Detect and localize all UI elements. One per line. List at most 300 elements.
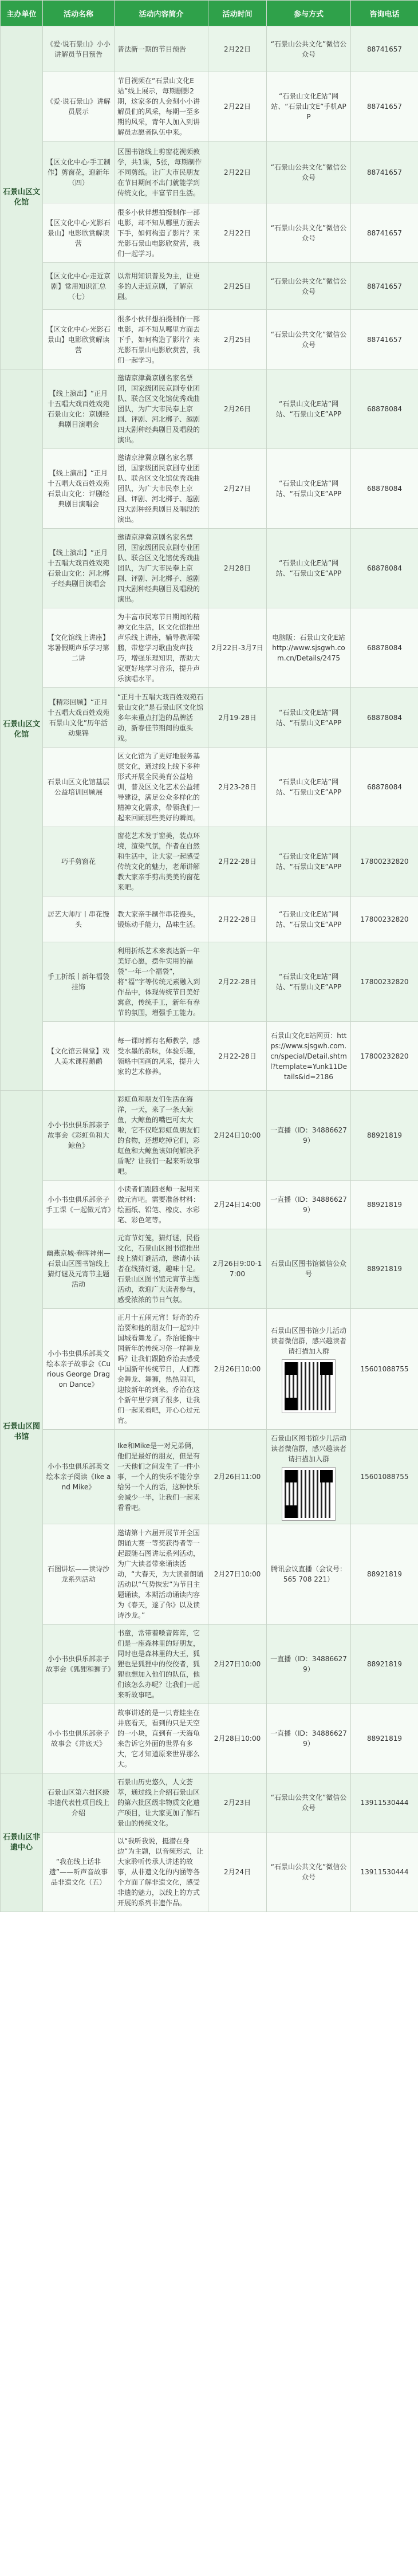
- activity-description-text: 教大家亲手制作串花馒头，锻炼动手能力，品味生活。: [117, 910, 200, 929]
- activity-name-text: 【文化馆线上讲座】寒暑假期声乐学习第二讲: [47, 634, 109, 662]
- activity-name-cell: [43, 608, 115, 688]
- activity-description-text: 故事讲述的是一只青蛙坐在井底看天，看到的只是天空的一小块，直到有一天海龟来告诉它外面的世界有多大，它才知道原来世界那么大。: [117, 1709, 200, 1768]
- activity-description-cell: [115, 72, 208, 141]
- contact-phone-text: 17800232820: [360, 915, 409, 923]
- contact-phone-text: 88921819: [366, 1131, 403, 1139]
- participation-method-cell: [267, 529, 351, 608]
- contact-phone-cell: [351, 608, 418, 688]
- activity-description-text: Ike和Mike是一对兄弟俩，他们是最好的朋友，但是有一天他们之间发生了一件小事，一个人的快乐不能分享给另一个人的话，这种快乐会减少一半，让我们一起来看看吧。: [117, 1442, 200, 1512]
- activity-name-cell: [43, 748, 115, 827]
- activity-description-cell: [115, 449, 208, 529]
- activity-description-cell: [115, 310, 208, 369]
- activity-description-text: 区图书馆线上剪窗花视频教学，共1课，5张，每期制作不同剪纸。让广大市民朋友在节日期间不出门就能学到传统文化，丰富节日生活。: [117, 147, 202, 197]
- participation-method-cell: [267, 203, 351, 263]
- activity-description-cell: [115, 1181, 208, 1229]
- activity-time-text: 2月24日10:00: [214, 1131, 261, 1139]
- activity-name-cell: [43, 1832, 115, 1912]
- activity-time-text: 2月26日10:00: [214, 1365, 261, 1373]
- activity-name-cell: [43, 26, 115, 72]
- activity-time-text: 2月24日: [224, 1868, 251, 1876]
- activity-description-text: 邀请第十六届开展节开全国朗诵大赛一等奖获得者等一起跟随石图讲坛系列活动，为广大读者带来诵读活动，“大春天，为大读者朗诵活动以“气势恢宏”为节目主题诵读，本期活动诵读内容为《春天，遂了你》以及读诗沙龙。”: [117, 1529, 204, 1619]
- contact-phone-text: 68878084: [366, 485, 403, 493]
- table-row: [1, 1181, 418, 1229]
- activity-description-cell: [115, 896, 208, 942]
- activity-name-cell: [43, 310, 115, 369]
- participation-method-cell: [267, 1704, 351, 1773]
- host-unit-cell: 石景山区非遗中心: [1, 1773, 43, 1912]
- table-row: [1, 1309, 418, 1430]
- contact-phone-text: 15601088755: [360, 1365, 409, 1373]
- activity-time-text: 2月22日: [224, 229, 251, 237]
- header-activity-description: 活动内容简介: [115, 1, 208, 26]
- participation-method-cell: [267, 608, 351, 688]
- activity-description-text: 窗花艺术发于窗美，装点环境，渲染气氛，作者在自然和生活中，让大家一起感受传统文化的魅力，老师讲解教大家亲手剪出美美的窗花来吧。: [117, 832, 200, 891]
- participation-method-text: “石景山文化E站”网站、“石景山文E”APP: [275, 479, 342, 498]
- participation-method-cell: [267, 748, 351, 827]
- header-contact-phone: 咨询电话: [351, 1, 418, 26]
- activity-description-cell: [115, 608, 208, 688]
- activity-time-text: 2月27日10:00: [214, 1660, 261, 1668]
- participation-method-cell: [267, 263, 351, 310]
- contact-phone-text: 17800232820: [360, 978, 409, 986]
- activity-name-cell: [43, 1625, 115, 1704]
- activity-time-cell: [208, 369, 267, 449]
- contact-phone-text: 88921819: [366, 1570, 403, 1578]
- contact-phone-text: 17800232820: [360, 1052, 409, 1060]
- activity-description-text: 以“我听我说，挺潜在身边”为主题，以音频形式，让大家聆听传承人讲述的故事，从非遗文化的内涵等各个方面了解非遗文化，感受非遗的魅力，以线上的方式开展的系列非遗作品。: [117, 1837, 204, 1907]
- activity-name-text: 石景山区文化馆基层公益培训回顾展: [47, 778, 109, 796]
- activity-name-cell: [43, 1430, 115, 1524]
- activity-description-cell: [115, 1524, 208, 1625]
- table-row: [1, 896, 418, 942]
- activity-name-text: 幽燕京城·春晖神州—石景山区图书馆线上猜灯谜及元宵节主题活动: [46, 1249, 111, 1288]
- activity-time-cell: [208, 1181, 267, 1229]
- activity-time-cell: [208, 1832, 267, 1912]
- activity-time-text: 2月25日: [224, 282, 251, 290]
- activity-name-cell: [43, 203, 115, 263]
- activity-time-cell: [208, 1773, 267, 1832]
- activity-time-text: 2月27日: [224, 485, 251, 493]
- activity-description-text: 邀请京津冀京剧名家名票团，国家级团民京剧专业团队、联合区文化馆优秀戏曲团队，为广大市民奉上京剧、评剧、河北梆子、越剧四大剧种经典剧目及唱段的演出。: [117, 374, 200, 444]
- table-row: [1, 1022, 418, 1091]
- participation-method-cell: [267, 1625, 351, 1704]
- participation-method-cell: [267, 1309, 351, 1430]
- participation-method-text: “石景山文化E站”网站、“石景山文E”APP: [275, 708, 342, 727]
- contact-phone-text: 88741657: [366, 103, 403, 111]
- participation-method-cell: [267, 1524, 351, 1625]
- participation-method-text: “石景山文化E站”网站、“石景山文E”APP: [275, 852, 342, 871]
- activity-name-text: 小小书虫俱乐部亲子故事会《井底天》: [47, 1729, 109, 1748]
- activity-time-text: 2月22日: [224, 168, 251, 176]
- activity-name-text: 巧手剪窗花: [61, 858, 96, 866]
- participation-method-cell: [267, 449, 351, 529]
- participation-method-text: “石景山公共文化”微信公众号: [270, 163, 347, 182]
- activity-name-cell: [43, 449, 115, 529]
- host-unit-cell: 石景山区文化馆: [1, 26, 43, 369]
- activity-time-cell: [208, 827, 267, 896]
- activity-name-cell: [43, 1229, 115, 1309]
- contact-phone-cell: [351, 1229, 418, 1309]
- activity-time-text: 2月26日: [224, 405, 251, 413]
- activity-description-text: 区文化馆为了更好地服务基层文化，通过线上线下多种形式开展全民美育公益培训，普及区文化艺术公益辅导建设，满足公众多样化的精神文化需求，带领我们一起来回顾那些美好的瞬间。: [117, 752, 200, 822]
- activity-name-cell: [43, 1091, 115, 1181]
- activity-time-text: 2月22-28日: [218, 978, 257, 986]
- activity-name-text: 【区文化中心·光影石景山】电影欣赏解读营: [46, 218, 111, 247]
- participation-method-text: “石景山公共文化”微信公众号: [270, 1794, 347, 1812]
- activity-time-cell: [208, 203, 267, 263]
- contact-phone-cell: [351, 1524, 418, 1625]
- activity-description-cell: [115, 1229, 208, 1309]
- activity-time-cell: [208, 688, 267, 748]
- contact-phone-text: 13911530444: [360, 1799, 409, 1807]
- contact-phone-cell: [351, 896, 418, 942]
- host-unit-cell: 石景山区文化馆: [1, 369, 43, 1091]
- activity-name-text: 【区文化中心·手工制作】剪窗花，迎新年（四）: [46, 158, 111, 187]
- activity-name-cell: [43, 1704, 115, 1773]
- participation-method-text: “石景山文化E站”网站、“石景山文E”APP: [275, 910, 342, 929]
- activity-description-text: 很多小伙伴想拍摄制作一部电影，却不知从哪里方面去下手，如何构造了影片？来光影石景山电影欣赏营，我们一起学习。: [117, 208, 200, 258]
- activity-time-cell: [208, 748, 267, 827]
- activity-name-text: 《爱·说石景山》小小讲解员节目预告: [46, 40, 111, 58]
- activity-description-cell: [115, 529, 208, 608]
- table-row: [1, 449, 418, 529]
- participation-method-cell: [267, 688, 351, 748]
- table-row: [1, 827, 418, 896]
- participation-method-cell: [267, 1229, 351, 1309]
- participation-method-cell: [267, 827, 351, 896]
- contact-phone-text: 88741657: [366, 229, 403, 237]
- activity-name-text: 【线上演出】“正月十五唱大戏百姓戏苑石景山文化：评剧经典剧目演唱会: [47, 469, 109, 508]
- activity-time-text: 2月22-28日: [218, 858, 257, 866]
- participation-method-text: 石景山区图书馆少儿活动读者微信群，感兴趣读者请扫描加入群: [270, 1434, 346, 1463]
- contact-phone-cell: [351, 942, 418, 1022]
- contact-phone-cell: [351, 1022, 418, 1091]
- table-row: [1, 1704, 418, 1773]
- activity-name-text: 小小书虫俱乐部英文绘本亲子阅读《Ike and Mike》: [46, 1462, 111, 1491]
- activity-description-cell: [115, 1832, 208, 1912]
- contact-phone-cell: [351, 203, 418, 263]
- table-row: [1, 141, 418, 203]
- activity-name-text: 【区文化中心·光影石景山】电影欣赏解读营: [46, 325, 111, 354]
- contact-phone-text: 15601088755: [360, 1473, 409, 1481]
- participation-method-cell: [267, 1181, 351, 1229]
- contact-phone-text: 88921819: [366, 1660, 403, 1668]
- table-row: [1, 1773, 418, 1832]
- contact-phone-cell: [351, 26, 418, 72]
- activity-name-cell: [43, 263, 115, 310]
- activity-description-text: 元宵节灯笼，猜灯谜，民俗文化，石景山区图书馆推出线上猜灯谜活动，邀请小读者在线猜灯谜，趣味十足。石景山区图书馆元宵节主题活动，欢迎广大读者参与，感受浓浓的节日气氛。: [117, 1234, 200, 1304]
- participation-method-cell: [267, 310, 351, 369]
- table-row: [1, 72, 418, 141]
- table-row: [1, 310, 418, 369]
- contact-phone-text: 68878084: [366, 564, 403, 572]
- activity-time-cell: [208, 1309, 267, 1430]
- contact-phone-text: 68878084: [366, 713, 403, 722]
- activity-description-cell: [115, 1022, 208, 1091]
- activity-name-cell: [43, 1773, 115, 1832]
- activity-name-cell: [43, 369, 115, 449]
- participation-method-text: 一直播（ID：348866279）: [270, 1729, 347, 1748]
- activity-time-cell: [208, 1091, 267, 1181]
- table-body: [1, 26, 418, 1912]
- activity-time-cell: [208, 1430, 267, 1524]
- activity-description-cell: [115, 1773, 208, 1832]
- participation-method-text: “石景山文化E站”网站、“石景山文E”APP: [275, 973, 342, 991]
- activity-name-text: 居艺大师厅丨串花馒头: [47, 910, 109, 929]
- activity-time-cell: [208, 1022, 267, 1091]
- activity-name-text: 石图讲坛——读诗沙龙系列活动: [47, 1565, 109, 1583]
- participation-method-text: “石景山文化E站”网站、“石景山文E”APP: [275, 400, 342, 418]
- contact-phone-text: 88921819: [366, 1735, 403, 1743]
- activity-name-text: 小小书虫俱乐部亲子故事会《狐狸和狮子》: [46, 1655, 115, 1673]
- participation-method-cell: [267, 1091, 351, 1181]
- participation-method-text: “石景山公共文化”微信公众号: [270, 40, 347, 58]
- participation-method-text: 石景山文化E站网页：https://www.sjsgwh.com.cn/special/Detail.shtml?template=Yunk11Details&id=2186: [270, 1031, 347, 1081]
- table-row: [1, 203, 418, 263]
- activity-time-text: 2月22日: [224, 103, 251, 111]
- participation-method-text: 一直播（ID：348866279）: [270, 1126, 347, 1145]
- activity-description-text: 普法新一期的节目预告: [117, 45, 187, 53]
- activity-description-text: 书童，常带着嗓音阵阵，它们是一座森林里的好朋友，同时也是森林里的大王，狐狸也是狐狸中的佼佼者，狐狸也想加入他们的队伍，他们该怎么办呢？让我们一起来听故事吧。: [117, 1629, 200, 1699]
- table-row: [1, 369, 418, 449]
- activity-description-cell: [115, 1309, 208, 1430]
- activity-name-text: 【文化馆云课堂】戏人美术课程鹅鹳: [47, 1047, 109, 1065]
- activity-name-text: 手工折纸丨新年福袋挂饰: [47, 973, 109, 991]
- activity-name-cell: [43, 529, 115, 608]
- activity-description-text: 正月十五闹元宵！好奇的乔治要和他的朋友们一起到中国城看舞龙了。乔治能像中国新年的传统习俗一样舞龙吗？让我们跟随乔治去感受中国新年传统节日，人们都会舞龙、舞狮，热热闹闹，迎接新年的到来。乔治在这个新年里学到了很多，让我们一起来看吧，开心心过元宵。: [117, 1313, 200, 1425]
- contact-phone-text: 88921819: [366, 1265, 403, 1273]
- activity-time-cell: [208, 1704, 267, 1773]
- participation-method-cell: [267, 369, 351, 449]
- activity-name-text: 【精彩回顾】“正月十五唱大戏百姓戏苑石景山文化”历年活动集锦: [47, 698, 109, 737]
- participation-method-cell: [267, 1430, 351, 1524]
- participation-method-cell: [267, 141, 351, 203]
- contact-phone-cell: [351, 827, 418, 896]
- table-row: [1, 263, 418, 310]
- participation-method-text: 石景山区图书馆少儿活动读者微信群，感兴趣读者请扫描加入群: [270, 1327, 346, 1355]
- participation-method-cell: [267, 72, 351, 141]
- activity-description-cell: [115, 369, 208, 449]
- activity-time-text: 2月28日: [224, 564, 251, 572]
- contact-phone-text: 88741657: [366, 168, 403, 176]
- activity-description-text: 以常用知识普及为主，让更多的人走近京剧，了解京剧。: [117, 272, 200, 301]
- activity-name-text: 小小书虫俱乐部亲子手工课《一起做元宵》: [46, 1195, 115, 1214]
- qr-code-icon[interactable]: [282, 1468, 335, 1520]
- activity-time-cell: [208, 263, 267, 310]
- contact-phone-cell: [351, 1625, 418, 1704]
- activity-time-cell: [208, 1625, 267, 1704]
- activity-name-cell: [43, 942, 115, 1022]
- participation-method-text: 腾讯会议直播（会议号：565 708 221）: [270, 1565, 346, 1583]
- activity-description-text: 小读者们跟随老师一起用来做元宵吧。需要准备材料：绘画纸、铅笔、橡皮、水彩笔、彩色笔等。: [117, 1185, 200, 1224]
- contact-phone-text: 88741657: [366, 335, 403, 344]
- activity-description-cell: [115, 1091, 208, 1181]
- participation-method-text: “石景山文化E站”网站、“石景山文E”APP: [275, 778, 342, 796]
- participation-method-text: “石景山文化E站”网站、“石景山文E”APP: [275, 559, 342, 577]
- activity-time-text: 2月28日10:00: [214, 1735, 261, 1743]
- table-row: [1, 942, 418, 1022]
- activity-description-cell: [115, 1430, 208, 1524]
- activity-name-cell: [43, 141, 115, 203]
- activity-time-text: 2月22日: [224, 45, 251, 53]
- activity-time-text: 2月23-28日: [218, 783, 257, 791]
- participation-method-cell: [267, 26, 351, 72]
- header-activity-name: 活动名称: [43, 1, 115, 26]
- activity-description-cell: [115, 827, 208, 896]
- table-row: [1, 1832, 418, 1912]
- activity-name-text: 小小书虫俱乐部英文绘本亲子故事会《Curious George Dragon Dance》: [46, 1350, 111, 1389]
- table-header-row: [1, 1, 418, 26]
- table-row: [1, 608, 418, 688]
- activity-time-cell: [208, 310, 267, 369]
- activity-name-cell: [43, 1181, 115, 1229]
- qr-code-icon[interactable]: [282, 1360, 335, 1413]
- contact-phone-cell: [351, 1430, 418, 1524]
- participation-method-text: “石景山公共文化”微信公众号: [270, 1863, 347, 1881]
- table-row: [1, 529, 418, 608]
- contact-phone-text: 88921819: [366, 1201, 403, 1209]
- activity-description-text: 每一课时都有名师教学，感受水墨的韵味，体验乐趣，领略中国画的风采，提升大家的艺术修养。: [117, 1036, 200, 1076]
- participation-method-text: “石景山公共文化”微信公众号: [270, 277, 347, 296]
- activity-description-text: “正月十五唱大戏百姓戏苑石景山文化”是石景山区文化馆多年来重点打造的品牌活动，新春佳节期间的重头戏。: [117, 693, 204, 742]
- contact-phone-text: 88741657: [366, 45, 403, 53]
- contact-phone-cell: [351, 369, 418, 449]
- activity-time-text: 2月22-28日: [218, 915, 257, 923]
- activity-time-cell: [208, 1524, 267, 1625]
- header-activity-time: 活动时间: [208, 1, 267, 26]
- activity-time-cell: [208, 942, 267, 1022]
- activity-description-cell: [115, 203, 208, 263]
- activity-description-text: 很多小伙伴想拍摄制作一部电影，却不知从哪里方面去下手，如何构造了影片？来光影石景山电影欣赏营，我们一起学习。: [117, 314, 200, 364]
- participation-method-cell: [267, 1832, 351, 1912]
- host-unit-cell: 石景山区图书馆: [1, 1091, 43, 1773]
- activity-time-text: 2月24日14:00: [214, 1201, 261, 1209]
- activity-description-text: 为丰富市民寒节日期间的精神文化生活，区文化馆推出声乐线上讲座，辅导教师梁鹏，带您学习歌曲发声技巧，增强乐理知识，帮助大家更好地学习音乐，提升声乐演唱水平。: [117, 613, 200, 683]
- activity-name-text: 小小书虫俱乐部亲子故事会《彩虹鱼和大鲸鱼》: [47, 1121, 109, 1150]
- activity-description-cell: [115, 942, 208, 1022]
- table-row: [1, 748, 418, 827]
- table-row: [1, 1430, 418, 1524]
- participation-method-cell: [267, 1773, 351, 1832]
- contact-phone-text: 88741657: [366, 282, 403, 290]
- contact-phone-cell: [351, 688, 418, 748]
- contact-phone-cell: [351, 310, 418, 369]
- contact-phone-cell: [351, 263, 418, 310]
- table-row: [1, 1229, 418, 1309]
- activity-name-cell: [43, 688, 115, 748]
- activity-name-cell: [43, 896, 115, 942]
- table-row: [1, 26, 418, 72]
- participation-method-text: 电脑版：石景山文化E站 http://www.sjsgwh.com.cn/Details/2475: [272, 634, 345, 662]
- activity-time-text: 2月23日: [224, 1799, 251, 1807]
- activity-name-text: 【线上演出】“正月十五唱大戏百姓戏苑石景山文化：河北梆子经典剧目演唱会: [47, 549, 109, 588]
- activity-description-text: 石景山历史悠久，人文荟萃，通过线上介绍石景山区的第六批区级非物质文化遗产项目，让大家更加了解石景山的传统文化。: [117, 1778, 200, 1827]
- participation-method-cell: [267, 896, 351, 942]
- activity-name-cell: [43, 72, 115, 141]
- contact-phone-cell: [351, 748, 418, 827]
- participation-method-text: “石景山文化E站”网站、“石景山文E”手机APP: [271, 92, 346, 121]
- activity-time-cell: [208, 72, 267, 141]
- contact-phone-cell: [351, 1309, 418, 1430]
- activity-description-cell: [115, 141, 208, 203]
- contact-phone-cell: [351, 1704, 418, 1773]
- activity-name-cell: [43, 1524, 115, 1625]
- activity-description-cell: [115, 748, 208, 827]
- contact-phone-text: 13911530444: [360, 1868, 409, 1876]
- contact-phone-cell: [351, 1181, 418, 1229]
- activity-time-cell: [208, 1229, 267, 1309]
- activity-time-text: 2月25日: [224, 335, 251, 344]
- activity-description-cell: [115, 688, 208, 748]
- activity-name-text: 【线上演出】“正月十五唱大戏百姓戏苑石景山文化：京剧经典剧目演唱会: [47, 390, 109, 428]
- contact-phone-cell: [351, 1832, 418, 1912]
- activity-description-cell: [115, 1625, 208, 1704]
- activity-name-text: “我在线上话非遗”——听声音故事品非遗文化（五）: [49, 1858, 108, 1886]
- activity-description-text: 邀请京津冀京剧名家名票团，国家级团民京剧专业团队、联合区文化馆优秀戏曲团队，为广大市民奉上京剧、评剧、河北梆子、越剧四大剧种经典剧目及唱段的演出。: [117, 454, 200, 524]
- participation-method-text: 石景山区图书馆微信公众号: [270, 1260, 346, 1278]
- activity-time-text: 2月22日-3月7日: [211, 644, 263, 652]
- activity-time-text: 2月26日9:00-17:00: [212, 1260, 262, 1278]
- activity-name-text: 石景山区第六批区级非遗代表性项目线上介绍: [47, 1788, 109, 1817]
- contact-phone-cell: [351, 529, 418, 608]
- activity-name-text: 《爱·说石景山》讲解员展示: [46, 97, 111, 116]
- table-row: [1, 1091, 418, 1181]
- activity-time-text: 2月19-28日: [218, 713, 257, 722]
- activity-description-cell: [115, 26, 208, 72]
- participation-method-text: 一直播（ID：348866279）: [270, 1655, 347, 1673]
- activity-time-cell: [208, 449, 267, 529]
- activity-name-cell: [43, 1022, 115, 1091]
- activity-time-cell: [208, 141, 267, 203]
- participation-method-text: “石景山公共文化”微信公众号: [270, 330, 347, 349]
- activity-description-text: 利用折纸艺术来表达新一年美好心愿，摆件实用的福袋“一年一个福袋”，将“福”字等传统元素融入到作品中，体现传统节日美好寓意，传统手工，新年有春节的氛围，增强手工能力。: [117, 947, 200, 1017]
- header-participation-method: 参与方式: [267, 1, 351, 26]
- activity-description-text: 彩虹鱼和朋友们生活在海洋，一天，来了一条大鲸鱼，大鲸鱼的嘴巴可太大啦，它不仅吃彩虹鱼朋友们的食物，还想吃掉它们，彩虹鱼和大鲸鱼该如何解决矛盾呢？让我们一起来听故事吧。: [117, 1095, 200, 1175]
- table-row: [1, 1524, 418, 1625]
- participation-method-text: “石景山公共文化”微信公众号: [270, 223, 347, 242]
- activity-name-text: 【区文化中心·走近京剧】常用知识汇总（七）: [46, 272, 111, 301]
- contact-phone-text: 68878084: [366, 405, 403, 413]
- participation-method-cell: [267, 1022, 351, 1091]
- activity-description-cell: [115, 263, 208, 310]
- table-row: [1, 1625, 418, 1704]
- activity-time-cell: [208, 896, 267, 942]
- activity-time-cell: [208, 26, 267, 72]
- contact-phone-cell: [351, 449, 418, 529]
- contact-phone-cell: [351, 72, 418, 141]
- activity-time-text: 2月27日10:00: [214, 1570, 261, 1578]
- activity-description-text: 节目视频在“石景山文化E站”线上展示，每期删影2期，这家多的人会刻小小讲解员们的风采，每期一至多期的风采，青年人加入到讲解员志愿者队伍中来。: [117, 77, 200, 136]
- header-host-unit: 主办单位: [1, 1, 43, 26]
- contact-phone-text: 68878084: [366, 783, 403, 791]
- contact-phone-cell: [351, 1773, 418, 1832]
- contact-phone-text: 68878084: [366, 644, 403, 652]
- activity-time-cell: [208, 529, 267, 608]
- participation-method-text: 一直播（ID：348866279）: [270, 1195, 347, 1214]
- contact-phone-text: 17800232820: [360, 858, 409, 866]
- activity-description-text: 邀请京津冀京剧名家名票团，国家级团民京剧专业团队、联合区文化馆优秀戏曲团队，为广大市民奉上京剧、评剧、河北梆子、越剧四大剧种经典剧目及唱段的演出。: [117, 533, 200, 603]
- activity-time-cell: [208, 608, 267, 688]
- participation-method-cell: [267, 942, 351, 1022]
- activity-time-text: 2月26日11:00: [214, 1473, 261, 1481]
- activity-name-cell: [43, 827, 115, 896]
- activity-name-cell: [43, 1309, 115, 1430]
- table-row: [1, 688, 418, 748]
- activity-description-cell: [115, 1704, 208, 1773]
- activity-time-text: 2月22-28日: [218, 1052, 257, 1060]
- contact-phone-cell: [351, 141, 418, 203]
- contact-phone-cell: [351, 1091, 418, 1181]
